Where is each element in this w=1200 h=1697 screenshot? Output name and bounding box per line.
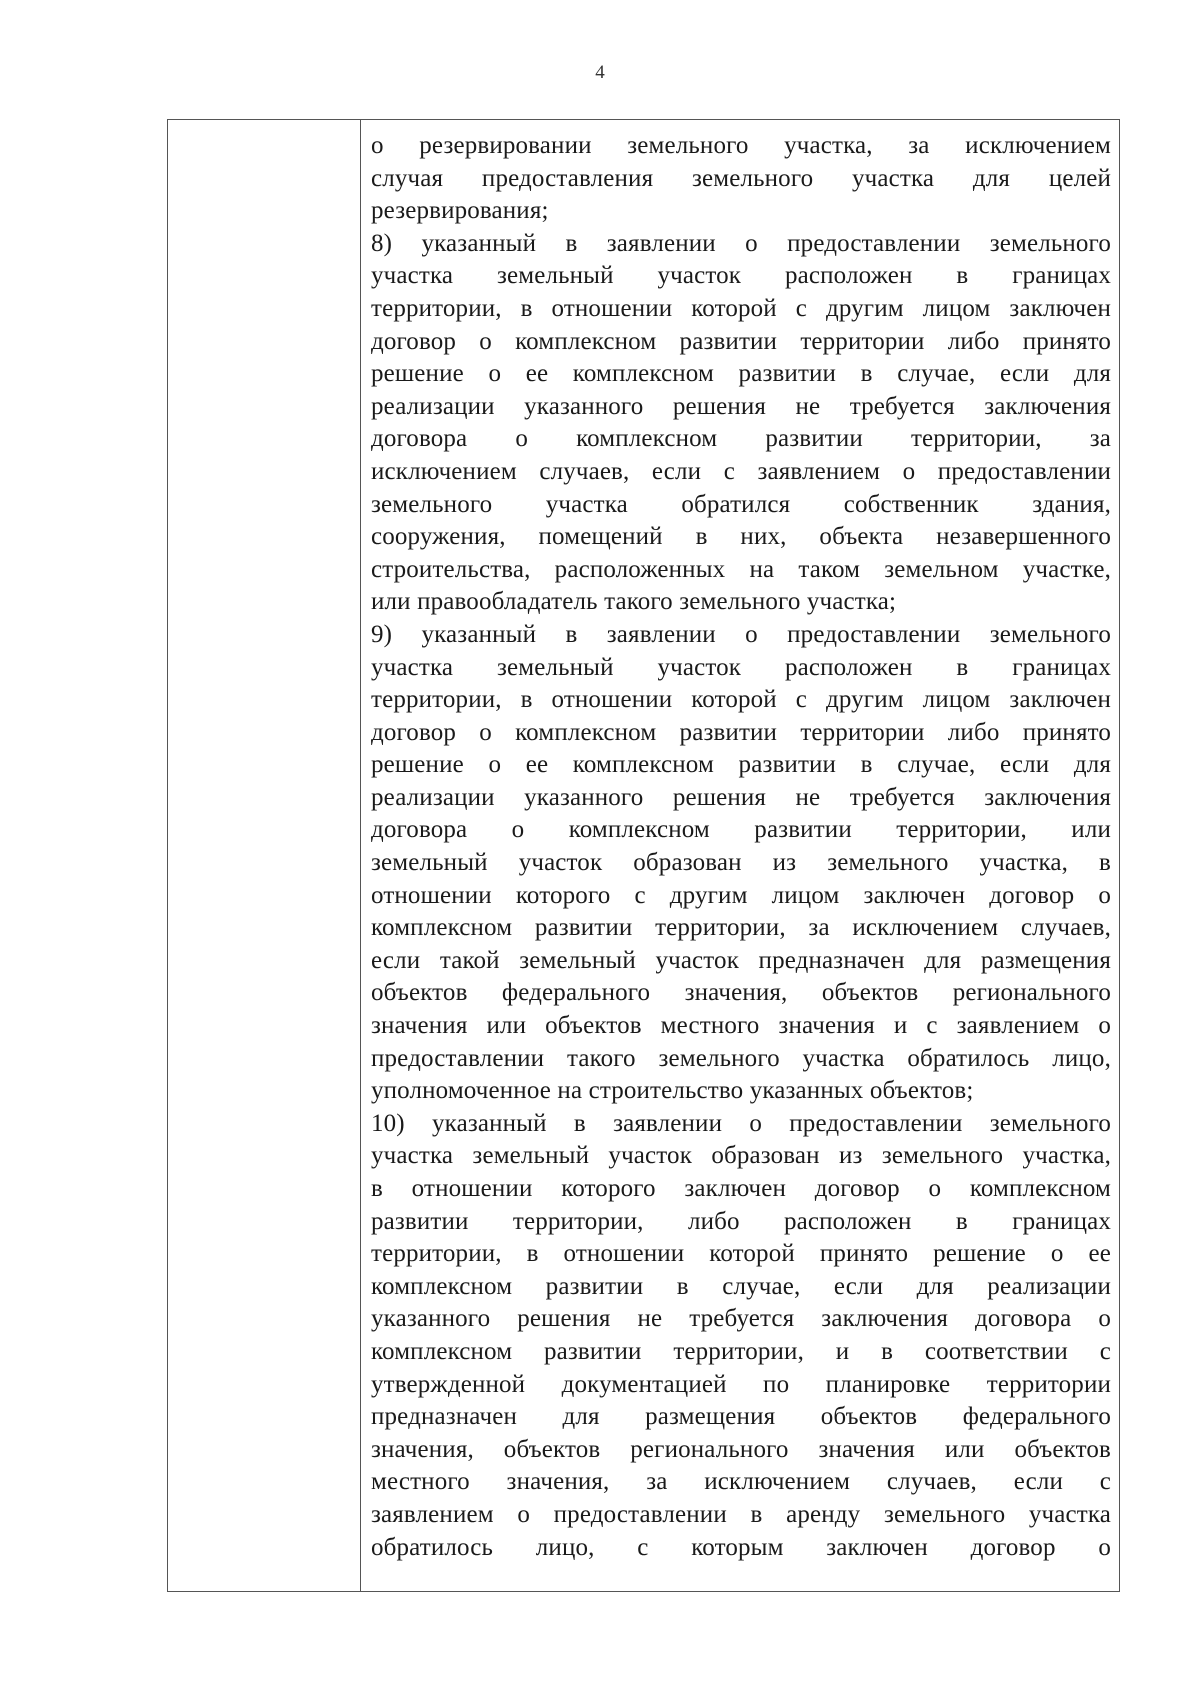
text-line: уполномоченное на строительство указанных объектов; (371, 1077, 974, 1105)
text-line: сооружения, помещений в них, объекта незавершенного (371, 523, 1111, 551)
text-line: если такой земельный участок предназначен для размещения (371, 946, 1111, 974)
text-line: обратилось лицо, с которым заключен договор о (371, 1533, 1111, 1561)
page-number: 4 (595, 62, 605, 83)
text-line: утвержденной документацией по планировке территории (371, 1370, 1111, 1398)
text-line: указанного решения не требуется заключения договора о (371, 1305, 1111, 1333)
text-line: территории, в отношении которой с другим лицом заключен (371, 686, 1111, 714)
text-line: объектов федерального значения, объектов регионального (371, 979, 1111, 1007)
text-line: комплексном развитии территории, за исключением случаев, (371, 914, 1111, 942)
text-line: реализации указанного решения не требуется заключения (371, 783, 1111, 811)
text-line: значения, объектов регионального значения или объектов (371, 1435, 1111, 1463)
text-line: заявлением о предоставлении в аренду земельного участка (371, 1500, 1111, 1528)
table-cell-left (168, 120, 361, 1592)
text-line: о резервировании земельного участка, за исключением (371, 132, 1111, 159)
text-line: договора о комплексном развитии территории, или (371, 816, 1111, 844)
table-cell-right (361, 120, 1120, 1592)
text-line: в отношении которого заключен договор о комплексном (371, 1175, 1111, 1202)
text-line: договора о комплексном развитии территории, за (371, 425, 1111, 453)
text-line: территории, в отношении которой с другим лицом заключен (371, 294, 1111, 322)
text-line: предоставлении такого земельного участка обратилось лицо, (371, 1044, 1111, 1072)
text-line: земельный участок образован из земельного участка, в (371, 849, 1111, 877)
text-line: 9) указанный в заявлении о предоставлении земельного (371, 620, 1111, 648)
text-line: земельного участка обратился собственник здания, (371, 490, 1111, 518)
text-line: решение о ее комплексном развитии в случае, если для (371, 360, 1111, 388)
text-line: реализации указанного решения не требуется заключения (371, 392, 1111, 420)
text-line: резервирования; (371, 197, 549, 225)
text-line: комплексном развитии территории, и в соответствии с (371, 1337, 1111, 1365)
text-line: или правообладатель такого земельного участка; (371, 588, 897, 616)
text-line: участка земельный участок расположен в границах (371, 653, 1111, 681)
text-line: 8) указанный в заявлении о предоставлении земельного (371, 229, 1111, 257)
text-line: случая предоставления земельного участка для целей (371, 164, 1111, 192)
text-line: отношении которого с другим лицом заключен договор о (371, 881, 1111, 909)
text-line: комплексном развитии в случае, если для реализации (371, 1272, 1111, 1300)
text-line: договор о комплексном развитии территории либо принято (371, 327, 1111, 355)
text-line: значения или объектов местного значения и с заявлением о (371, 1012, 1111, 1040)
text-line: участка земельный участок расположен в границах (371, 262, 1111, 290)
text-line: исключением случаев, если с заявлением о предоставлении (371, 457, 1111, 485)
text-line: договор о комплексном развитии территории либо принято (371, 718, 1111, 746)
text-line: местного значения, за исключением случаев, если с (371, 1468, 1111, 1496)
text-line: решение о ее комплексном развитии в случае, если для (371, 751, 1111, 779)
text-line: участка земельный участок образован из земельного участка, (371, 1142, 1111, 1170)
text-line: предназначен для размещения объектов федерального (371, 1403, 1111, 1431)
document-table (167, 119, 1120, 1592)
cell-text (361, 120, 1119, 1564)
text-line: 10) указанный в заявлении о предоставлении земельного (371, 1109, 1111, 1137)
text-line: развитии территории, либо расположен в границах (371, 1207, 1111, 1235)
text-line: территории, в отношении которой принято решение о ее (371, 1240, 1111, 1268)
table-row (168, 120, 1120, 1592)
text-line: строительства, расположенных на таком земельном участке, (371, 555, 1111, 583)
